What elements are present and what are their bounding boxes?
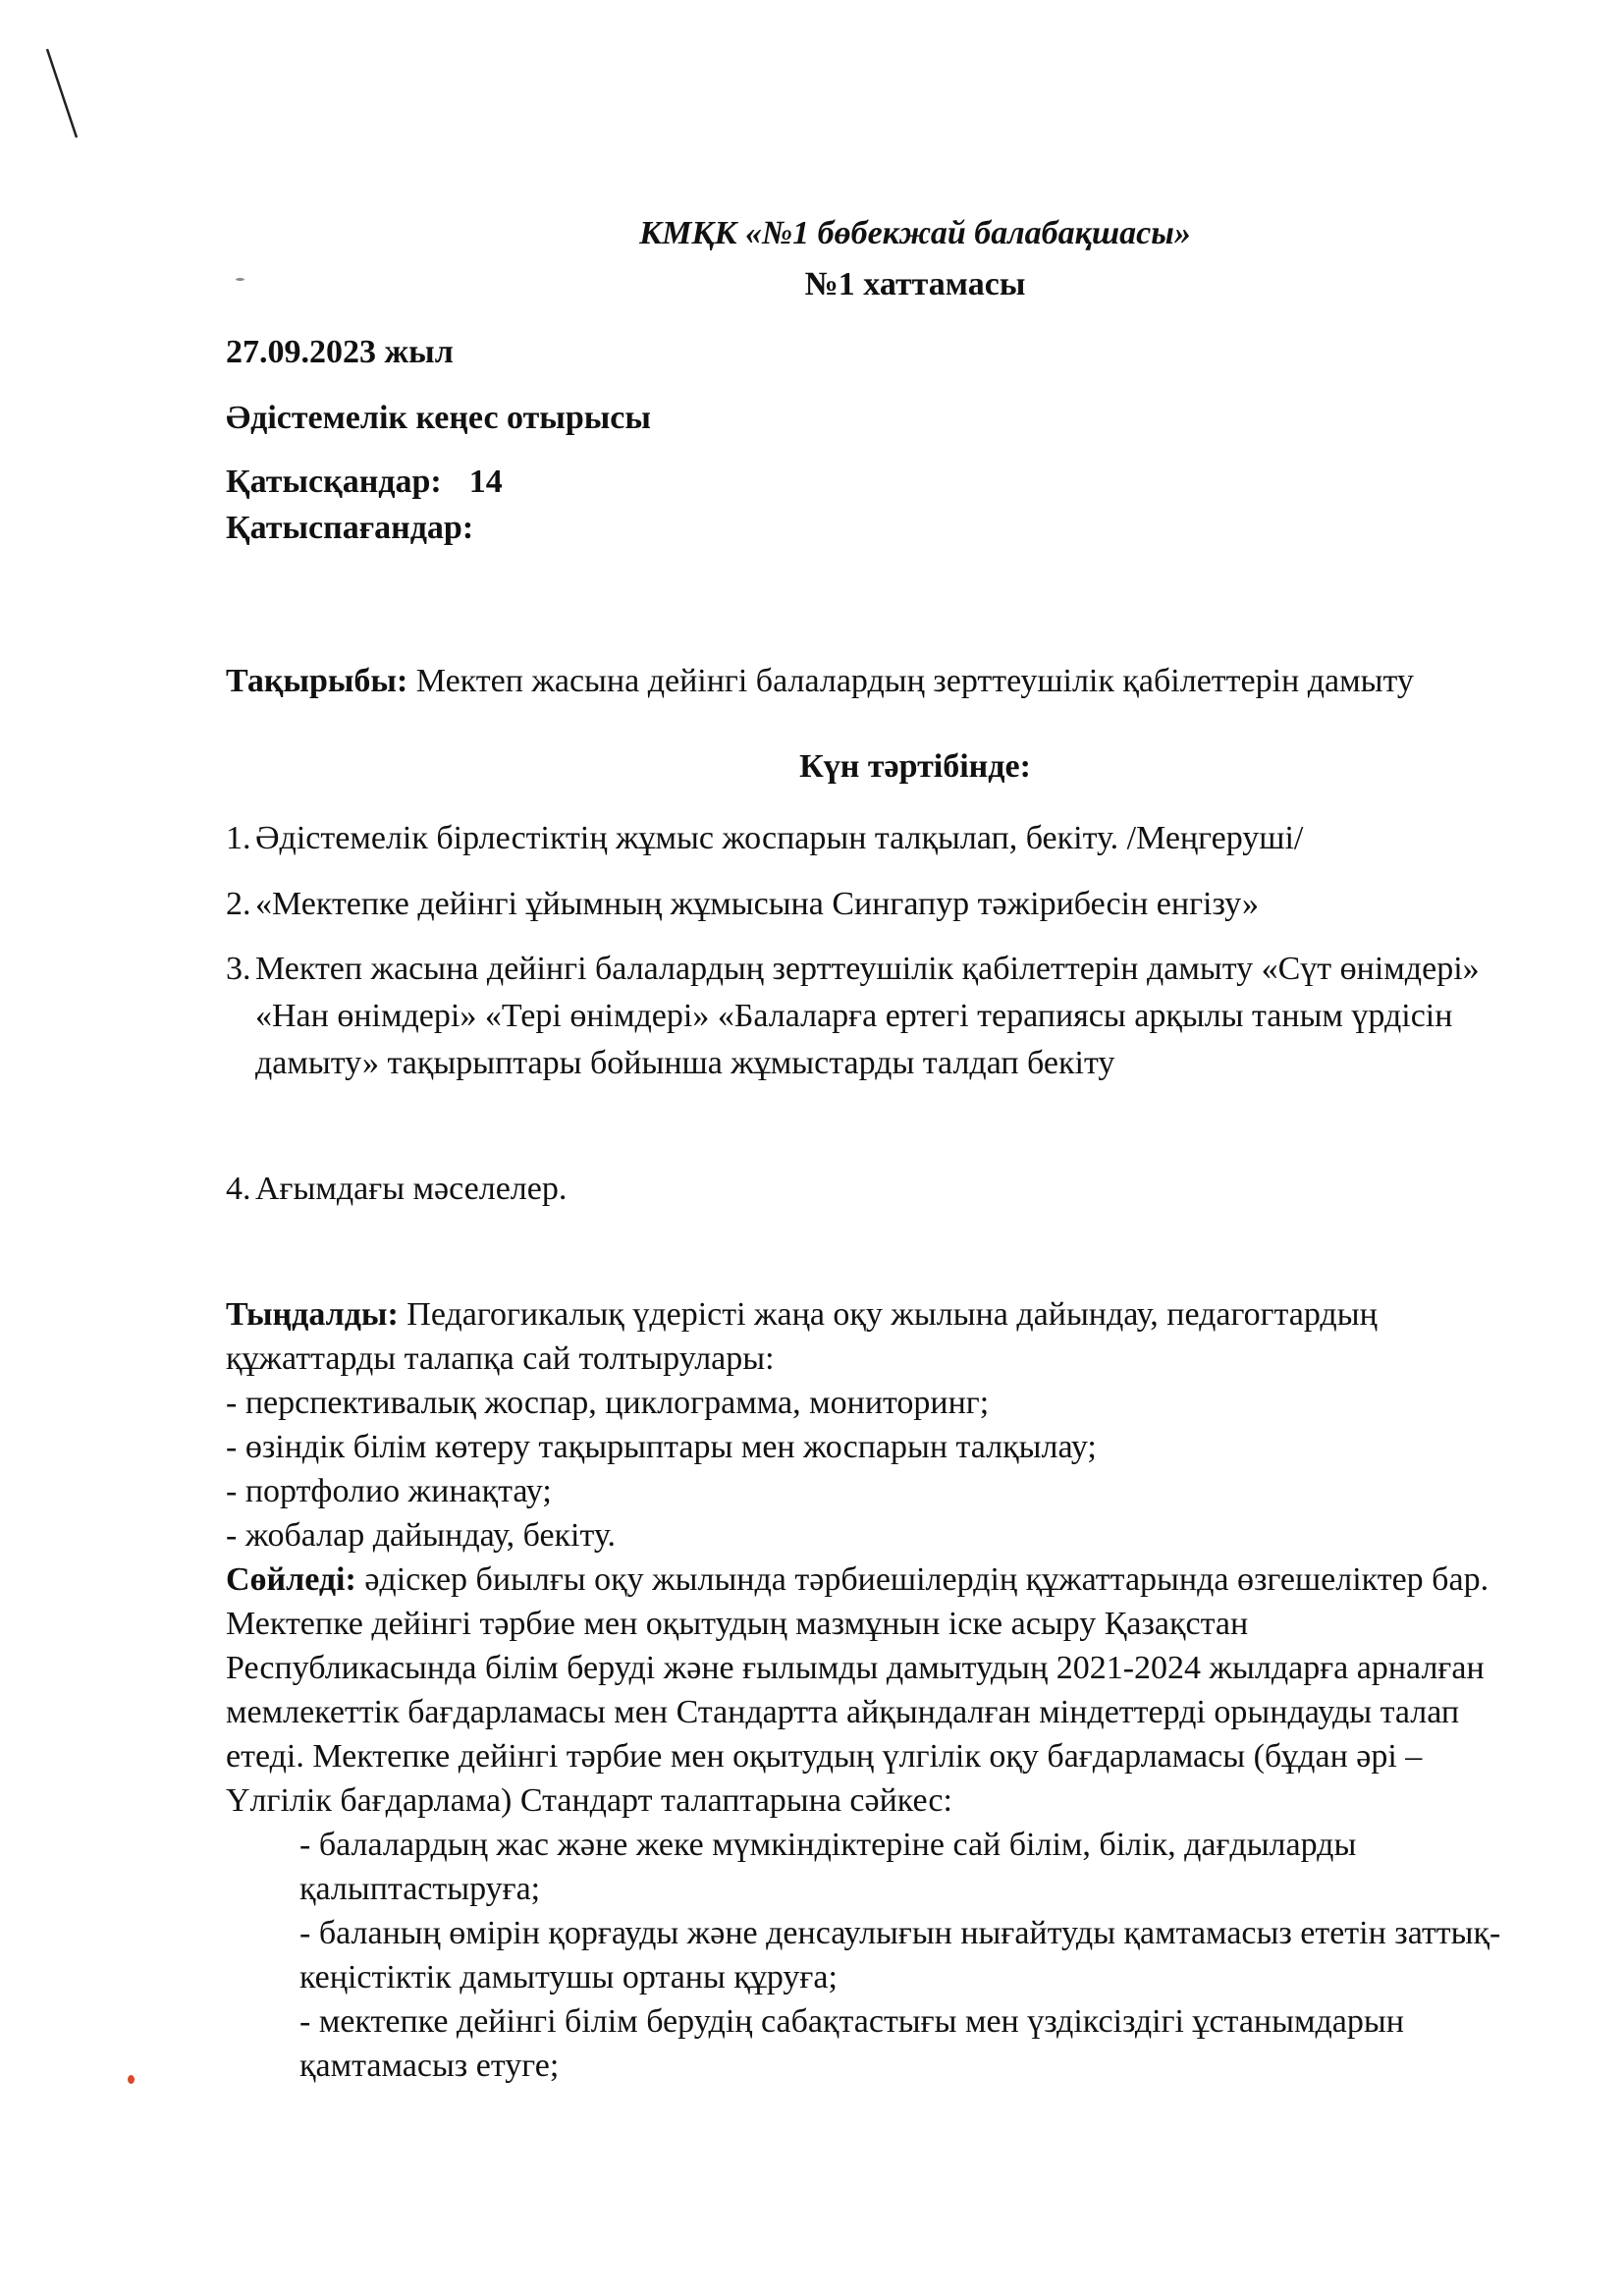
minutes-body bbox=[226, 1292, 1502, 2088]
attended-row bbox=[226, 462, 503, 503]
spoke-text: әдіскер биылғы оқу жылында тәрбиешілердің құжаттарында өзгешеліктер бар. Мектепке дейінгі тәрбие мен оқытудың мазмұнын іске асыру Қазақстан Республикасында білім беруді және ғылымды дамытудың 2021-2024 жылдарға арналған мемлекеттік бағдарламасы мен Стандартта айқындалған міндеттерді орындауды талап етеді. Мектепке дейінгі тәрбие мен оқытудың үлгілік оқу бағдарламасы (бұдан әрі –Үлгілік бағдарлама) Стандарт талаптарына сәйкес: bbox=[226, 1561, 1489, 1819]
agenda-item bbox=[226, 946, 1502, 1087]
heard-bullet: - перспективалық жоспар, циклограмма, мониторинг; bbox=[226, 1385, 990, 1421]
protocol-number: №1 хаттамасы bbox=[804, 266, 1026, 302]
heard-text: Педагогикалық үдерісті жаңа оқу жылына дайындау, педагогтардың құжаттарды талапқа сай толтырулары: bbox=[226, 1296, 1378, 1377]
heard-bullet: - өзіндік білім көтеру тақырыптары мен жоспарын талқылау; bbox=[226, 1429, 1097, 1465]
heard-paragraph bbox=[226, 1292, 1502, 1381]
spoke-item: - балалардың жас және жеке мүмкіндіктеріне сай білім, білік, дағдыларды қалыптастыруға; bbox=[299, 1827, 1357, 1907]
agenda-item-number: 2. bbox=[226, 886, 251, 922]
agenda-item bbox=[226, 881, 1502, 928]
agenda-item-text: Ағымдағы мәселелер. bbox=[255, 1171, 568, 1207]
attended-count: 14 bbox=[468, 464, 503, 500]
organization-title: КМҚК «№1 бөбекжай балабақшасы» bbox=[639, 215, 1191, 251]
agenda-item-text: Әдістемелік бірлестіктің жұмыс жоспарын талқылап, бекіту. /Меңгеруші/ bbox=[255, 820, 1304, 856]
meeting-type: Әдістемелік кеңес отырысы bbox=[226, 400, 651, 436]
topic-paragraph bbox=[226, 658, 1483, 705]
spoke-label: Сөйледі: bbox=[226, 1561, 356, 1598]
meeting-date: 27.09.2023 жыл bbox=[226, 334, 454, 370]
spoke-item: - баланың өмірін қорғауды және денсаулығын нығайтуды қамтамасыз ететін заттық-кеңістіктік дамытушы ортаны құруға; bbox=[299, 1915, 1501, 1995]
agenda-item-number: 3. bbox=[226, 951, 251, 987]
topic-label: Тақырыбы: bbox=[226, 663, 408, 699]
red-ink-dot bbox=[128, 2075, 135, 2084]
absent-label: Қатыспағандар: bbox=[226, 510, 474, 546]
spoke-paragraph bbox=[226, 1558, 1502, 1823]
agenda-item-number: 4. bbox=[226, 1171, 251, 1207]
agenda-item-number: 1. bbox=[226, 820, 251, 856]
agenda-item-text: «Мектепке дейінгі ұйымның жұмысына Сингапур тәжірибесін енгізу» bbox=[255, 886, 1260, 922]
spoke-item: - мектепке дейінгі білім берудің сабақтастығы мен үздіксіздігі ұстанымдарын қамтамасыз етуге; bbox=[299, 2003, 1404, 2084]
agenda-item-text: Мектеп жасына дейінгі балалардың зерттеушілік қабілеттерін дамыту «Сүт өнімдері» «Нан өнімдері» «Тері өнімдері» «Балаларға ертегі терапиясы арқылы таным үрдісін дамыту» тақырыптары бойынша жұмыстарды талдап бекіту bbox=[255, 951, 1480, 1081]
attended-label: Қатысқандар: bbox=[226, 464, 442, 500]
agenda-item bbox=[226, 1166, 1502, 1213]
topic-text: Мектеп жасына дейінгі балалардың зерттеушілік қабілеттерін дамыту bbox=[407, 663, 1414, 699]
heard-bullet: - жобалар дайындау, бекіту. bbox=[226, 1517, 617, 1554]
heard-bullet: - портфолио жинақтау; bbox=[226, 1473, 552, 1509]
pen-stroke-mark bbox=[39, 39, 88, 147]
agenda-item bbox=[226, 815, 1502, 862]
agenda-title: Күн тәртібінде: bbox=[799, 748, 1031, 785]
heard-label: Тыңдалды: bbox=[226, 1296, 399, 1333]
